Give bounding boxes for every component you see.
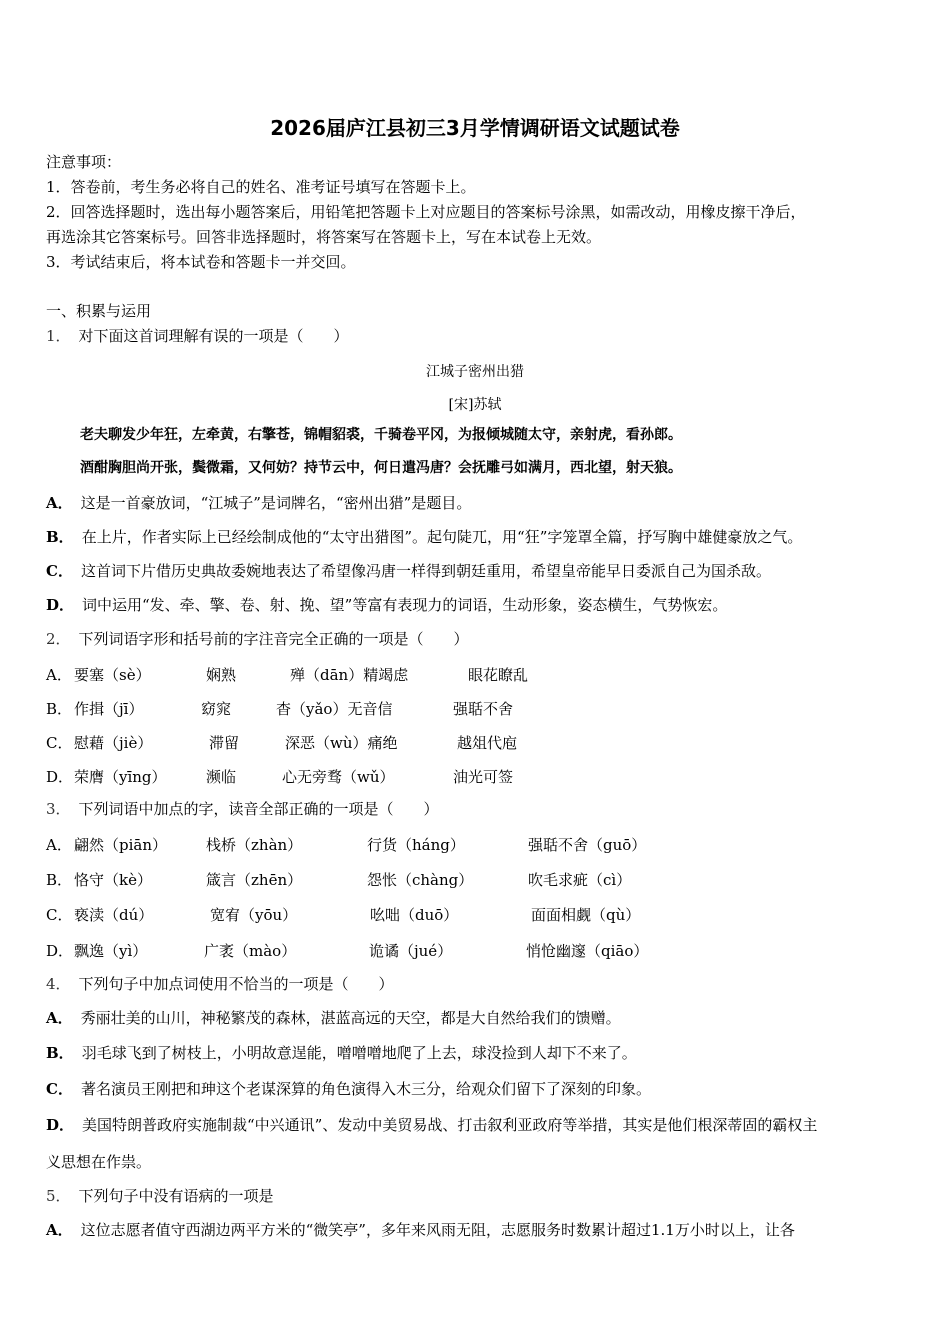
question-stem: 下列句子中加点词使用不恰当的一项是（ ）	[78, 975, 394, 993]
option-cell: 强聒不舍（guō）	[528, 836, 647, 854]
option-text: 这首词下片借历史典故委婉地表达了希望像冯唐一样得到朝廷重用，希望皇帝能早日委派自己为国杀敌。	[80, 562, 771, 580]
option-text: 在上片，作者实际上已经绘制成他的“太守出猎图”。起句陡兀，用“狂”字笼罩全篇，抒写胸中雄健豪放之气。	[81, 528, 803, 546]
option-cell: 栈桥（zhàn）	[206, 836, 303, 854]
option-a	[46, 494, 471, 512]
option-cell: 深恶（wù）痛绝	[285, 734, 398, 752]
option-cell: 恪守（kè）	[74, 871, 152, 889]
option-cell: 慰藉（jiè）	[74, 734, 153, 752]
option-d	[46, 596, 727, 614]
option-d	[46, 1116, 817, 1134]
poem-line: 老夫聊发少年狂，左牵黄，右擎苍，锦帽貂裘，千骑卷平冈，为报倾城随太守，亲射虎，看孙郎。	[80, 427, 682, 443]
option-cell: 心无旁骛（wǔ）	[282, 768, 395, 786]
option-cell: 娴熟	[206, 666, 237, 684]
option-cell: 强聒不舍	[453, 700, 514, 718]
poem-title: 江城子密州出猎	[426, 364, 524, 380]
option-text: 词中运用“发、牵、擎、卷、射、挽、望”等富有表现力的词语，生动形象，姿态横生，气势恢宏。	[82, 596, 728, 614]
option-label: C．	[46, 906, 73, 924]
option-cell: 翩然（piān）	[74, 836, 168, 854]
option-label: D．	[46, 942, 74, 960]
notice-item: 3．考试结束后，将本试卷和答题卡一并交回。	[46, 253, 356, 271]
option-cell: 眼花瞭乱	[468, 666, 529, 684]
question-4	[46, 975, 394, 993]
option-cell: 悄怆幽邃（qiāo）	[526, 942, 649, 960]
option-label: C．	[46, 1080, 73, 1098]
poem-author: [宋]苏轼	[448, 397, 502, 413]
question-stem: 下列词语字形和括号前的字注音完全正确的一项是（ ）	[78, 630, 469, 648]
question-number: 2．	[46, 630, 71, 648]
option-label: D．	[46, 1116, 75, 1134]
option-cell: 诡谲（jué）	[369, 942, 453, 960]
option-cell: 宽宥（yōu）	[210, 906, 298, 924]
option-label: C．	[46, 562, 73, 580]
notice-item: 再选涂其它答案标号。回答非选择题时，将答案写在答题卡上，写在本试卷上无效。	[46, 228, 602, 246]
question-5	[46, 1187, 274, 1205]
option-cell: 窈窕	[201, 700, 232, 718]
question-3	[46, 800, 439, 818]
option-label: B．	[46, 871, 73, 889]
option-label: A．	[46, 666, 72, 684]
option-text: 羽毛球飞到了树枝上，小明故意逞能，噌噌噌地爬了上去，球没捡到人却下不来了。	[81, 1044, 637, 1062]
option-a	[46, 1009, 621, 1027]
option-cell: 行货（háng）	[367, 836, 465, 854]
option-a	[46, 1221, 795, 1239]
option-cell: 怨怅（chàng）	[367, 871, 474, 889]
question-number: 1．	[46, 327, 71, 345]
question-number: 4．	[46, 975, 71, 993]
option-cell: 油光可签	[453, 768, 514, 786]
option-cell: 飘逸（yì）	[74, 942, 148, 960]
option-cell: 吆咄（duō）	[370, 906, 459, 924]
option-cell: 殚（dān）精竭虑	[290, 666, 409, 684]
option-c	[46, 562, 771, 580]
option-cell: 箴言（zhēn）	[206, 871, 303, 889]
option-cell: 面面相觑（qù）	[531, 906, 641, 924]
option-d-continuation: 义思想在作祟。	[46, 1153, 152, 1171]
option-label: B．	[46, 528, 74, 546]
option-cell: 吹毛求疵（cì）	[528, 871, 632, 889]
option-label: D．	[46, 768, 74, 786]
option-label: B．	[46, 1044, 74, 1062]
notice-heading: 注意事项：	[46, 153, 122, 171]
question-1	[46, 327, 349, 345]
notice-item: 2．回答选择题时，选出每小题答案后，用铅笔把答题卡上对应题目的答案标号涂黑，如需改动，用橡皮擦干净后，	[46, 203, 806, 221]
option-label: D．	[46, 596, 75, 614]
question-stem: 下列词语中加点的字，读音全部正确的一项是（ ）	[78, 800, 439, 818]
option-label: A．	[46, 1009, 73, 1027]
question-2	[46, 630, 469, 648]
option-text: 美国特朗普政府实施制裁“中兴通讯”、发动中美贸易战、打击叙利亚政府等举措，其实是他们根深蒂固的霸权主	[82, 1116, 818, 1134]
option-cell: 濒临	[206, 768, 237, 786]
page-title: 2026届庐江县初三3月学情调研语文试题试卷	[270, 116, 680, 140]
option-text: 这位志愿者值守西湖边两平方米的“微笑亭”，多年来风雨无阻，志愿服务时数累计超过1.1万小时以上，让各	[80, 1221, 795, 1239]
option-label: C．	[46, 734, 73, 752]
option-label: B．	[46, 700, 73, 718]
option-cell: 作揖（jī）	[74, 700, 144, 718]
option-b	[46, 1044, 637, 1062]
option-label: A．	[46, 494, 73, 512]
option-label: A．	[46, 836, 72, 854]
option-b	[46, 528, 802, 546]
option-label: A．	[46, 1221, 73, 1239]
option-text: 这是一首豪放词，“江城子”是词牌名，“密州出猎”是题目。	[80, 494, 472, 512]
option-text: 著名演员王刚把和珅这个老谋深算的角色演得入木三分，给观众们留下了深刻的印象。	[80, 1080, 651, 1098]
question-number: 3．	[46, 800, 71, 818]
notice-item: 1．答卷前，考生务必将自己的姓名、准考证号填写在答题卡上。	[46, 178, 476, 196]
option-text: 秀丽壮美的山川，神秘繁茂的森林，湛蓝高远的天空，都是大自然给我们的馈赠。	[80, 1009, 621, 1027]
section-heading: 一、积累与运用	[46, 302, 152, 320]
option-cell: 杳（yǎo）无音信	[276, 700, 393, 718]
option-cell: 广袤（mào）	[204, 942, 297, 960]
option-cell: 亵渎（dú）	[74, 906, 154, 924]
option-cell: 要塞（sè）	[74, 666, 151, 684]
poem-line: 酒酣胸胆尚开张，鬓微霜，又何妨？持节云中，何日遣冯唐？会抚雕弓如满月，西北望，射天狼。	[80, 460, 682, 476]
option-cell: 滞留	[209, 734, 240, 752]
question-stem: 下列句子中没有语病的一项是	[78, 1187, 274, 1205]
question-number: 5．	[46, 1187, 71, 1205]
question-stem: 对下面这首词理解有误的一项是（ ）	[78, 327, 349, 345]
option-cell: 荣膺（yīng）	[74, 768, 167, 786]
option-cell: 越俎代庖	[457, 734, 518, 752]
option-c	[46, 1080, 651, 1098]
